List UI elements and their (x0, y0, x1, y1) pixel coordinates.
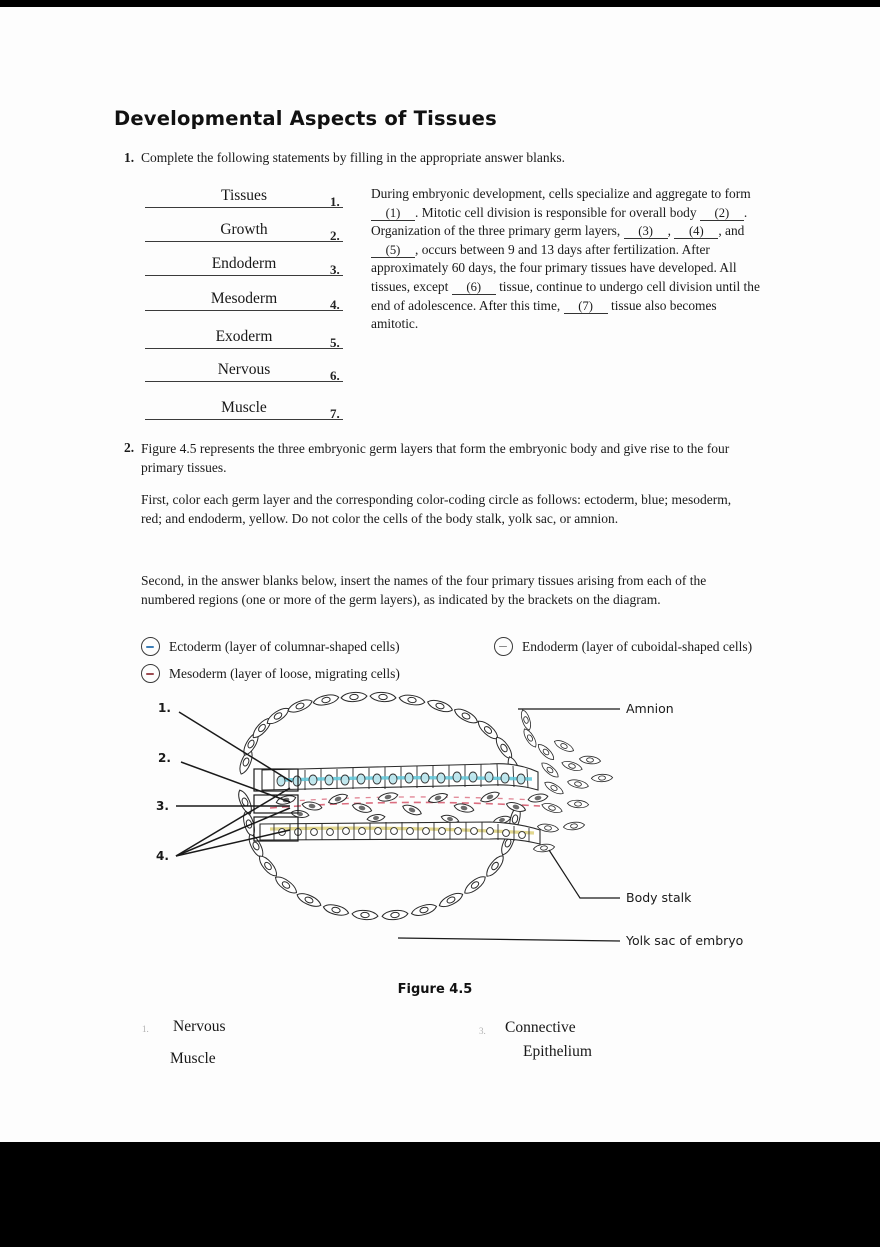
bottom-answer-2-line-2[interactable]: Epithelium (523, 1043, 592, 1060)
answer-blank-line-5 (145, 348, 343, 349)
label-amnion: Amnion (626, 701, 674, 716)
answer-blank-row-5[interactable] (145, 319, 360, 349)
figure-caption (0, 982, 880, 997)
answer-blank-row-7[interactable] (145, 390, 360, 420)
para-text-7: tissue, continue to undergo cell division until the end of adolescence. After this time, (371, 278, 760, 313)
answer-blank-row-2[interactable] (145, 212, 360, 242)
label-yolk-sac: Yolk sac of embryo (626, 933, 744, 948)
callout-label-3: 3. (156, 799, 169, 813)
answer-blank-line-4 (145, 310, 343, 311)
question-2-paragraph-1: Figure 4.5 represents the three embryonic germ layers that form the embryonic body and give rise to the four primary tissues. (141, 441, 730, 475)
color-coding-circle-icon[interactable] (141, 664, 160, 683)
inline-blank-3[interactable]: (3) (624, 224, 668, 239)
answer-blank-value-5: Exoderm (215, 328, 273, 345)
figure-right-labels (625, 701, 743, 948)
label-body-stalk: Body stalk (626, 890, 692, 905)
answer-blank-row-4[interactable] (145, 281, 360, 311)
bottom-answer-mark-2: 3. (479, 1026, 486, 1036)
para-text-5: , and (718, 223, 745, 239)
bottom-answer-mark-1: 1. (142, 1024, 149, 1034)
answer-blank-row-3[interactable] (145, 246, 360, 276)
answer-blank-index-4: 4. (330, 297, 340, 312)
bottom-black-band (0, 1142, 880, 1247)
answer-blank-value-2: Growth (220, 221, 268, 238)
page-title: Developmental Aspects of Tissues (114, 107, 497, 130)
callout-label-4: 4. (156, 849, 169, 863)
answer-blank-line-7 (145, 419, 343, 420)
answer-blank-row-6[interactable] (145, 352, 360, 382)
question-2-paragraph-3: Second, in the answer blanks below, insert the names of the four primary tissues arising from each of the numbered regions (one or more of the germ layers), as indicated by the brackets on the diagram. (141, 573, 707, 607)
answer-blank-value-1: Tissues (221, 187, 267, 204)
answer-blank-line-6 (145, 381, 343, 382)
answer-blank-index-2: 2. (330, 228, 340, 243)
callout-label-1: 1. (158, 701, 171, 715)
color-key-endoderm[interactable] (494, 637, 752, 656)
inline-blank-7[interactable]: (7) (564, 299, 608, 314)
color-key-ectoderm[interactable] (141, 637, 400, 656)
color-key-label-endoderm: Endoderm (layer of cuboidal-shaped cells) (522, 638, 753, 654)
answer-blank-line-1 (145, 207, 343, 208)
answer-blank-index-5: 5. (330, 335, 340, 350)
answer-blank-index-1: 1. (330, 194, 340, 209)
bottom-answer-1-line-1[interactable]: Nervous (173, 1018, 226, 1035)
mesoderm-layer (270, 790, 548, 826)
color-key-mesoderm[interactable] (141, 664, 400, 683)
para-text-3: . Organization of the three primary germ layers, (371, 204, 748, 239)
bottom-answer-2-line-1[interactable]: Connective (505, 1019, 576, 1036)
answer-blank-line-2 (145, 241, 343, 242)
top-black-band (0, 0, 880, 7)
answer-blank-index-6: 6. (330, 368, 340, 383)
para-text-4: , (667, 223, 671, 239)
inline-blank-4[interactable]: (4) (674, 224, 718, 239)
question-2-number: 2. (124, 440, 135, 455)
para-text-6: , occurs between 9 and 13 days after fertilization. After approximately 60 days, the four primary tissues have developed. All tissues, except (371, 241, 737, 294)
callout-label-2: 2. (158, 751, 171, 765)
answer-blank-line-3 (145, 275, 343, 276)
answer-blank-value-3: Endoderm (211, 255, 277, 272)
question-1-number: 1. (124, 150, 135, 165)
color-coding-circle-icon[interactable] (141, 637, 160, 656)
question-2-paragraph-2: First, color each germ layer and the corresponding color-coding circle as follows: ectoderm, blue; mesoderm, red; and endoderm, yellow. Do not color the cells of the body stalk, yolk sac, or amnion. (141, 492, 732, 526)
inline-blank-6[interactable]: (6) (452, 280, 496, 295)
para-text-2: . Mitotic cell division is responsible for overall body (415, 204, 697, 220)
yolk-sac-cell-arc (236, 788, 523, 921)
question-1-instruction: Complete the following statements by filling in the appropriate answer blanks. (141, 150, 566, 165)
answer-blank-index-3: 3. (330, 262, 340, 277)
color-coding-circle-icon[interactable] (494, 637, 513, 656)
color-key-label-mesoderm: Mesoderm (layer of loose, migrating cells) (169, 665, 400, 681)
bottom-answer-1-line-2[interactable]: Muscle (170, 1050, 216, 1067)
color-key-label-ectoderm: Ectoderm (layer of columnar-shaped cells) (169, 638, 400, 654)
answer-blank-row-1[interactable] (145, 178, 360, 208)
inline-blank-5[interactable]: (5) (371, 243, 415, 258)
figure-embryonic-germ-layers (150, 690, 770, 965)
inline-blank-1[interactable]: (1) (371, 206, 415, 221)
callout-numbers (156, 701, 171, 863)
answer-blank-index-7: 7. (330, 406, 340, 421)
answer-blank-value-4: Mesoderm (210, 290, 278, 307)
figure-caption-text: Figure 4.5 (397, 982, 473, 997)
question-1-paragraph (371, 185, 763, 334)
answer-blank-value-7: Muscle (221, 399, 267, 416)
para-text-1: During embryonic development, cells specialize and aggregate to form (371, 186, 751, 201)
answer-blank-value-6: Nervous (217, 361, 271, 378)
ectoderm-layer (262, 764, 538, 790)
endoderm-layer (260, 822, 540, 844)
inline-blank-2[interactable]: (2) (700, 206, 744, 221)
para-text-8: tissue also becomes amitotic. (371, 297, 717, 332)
